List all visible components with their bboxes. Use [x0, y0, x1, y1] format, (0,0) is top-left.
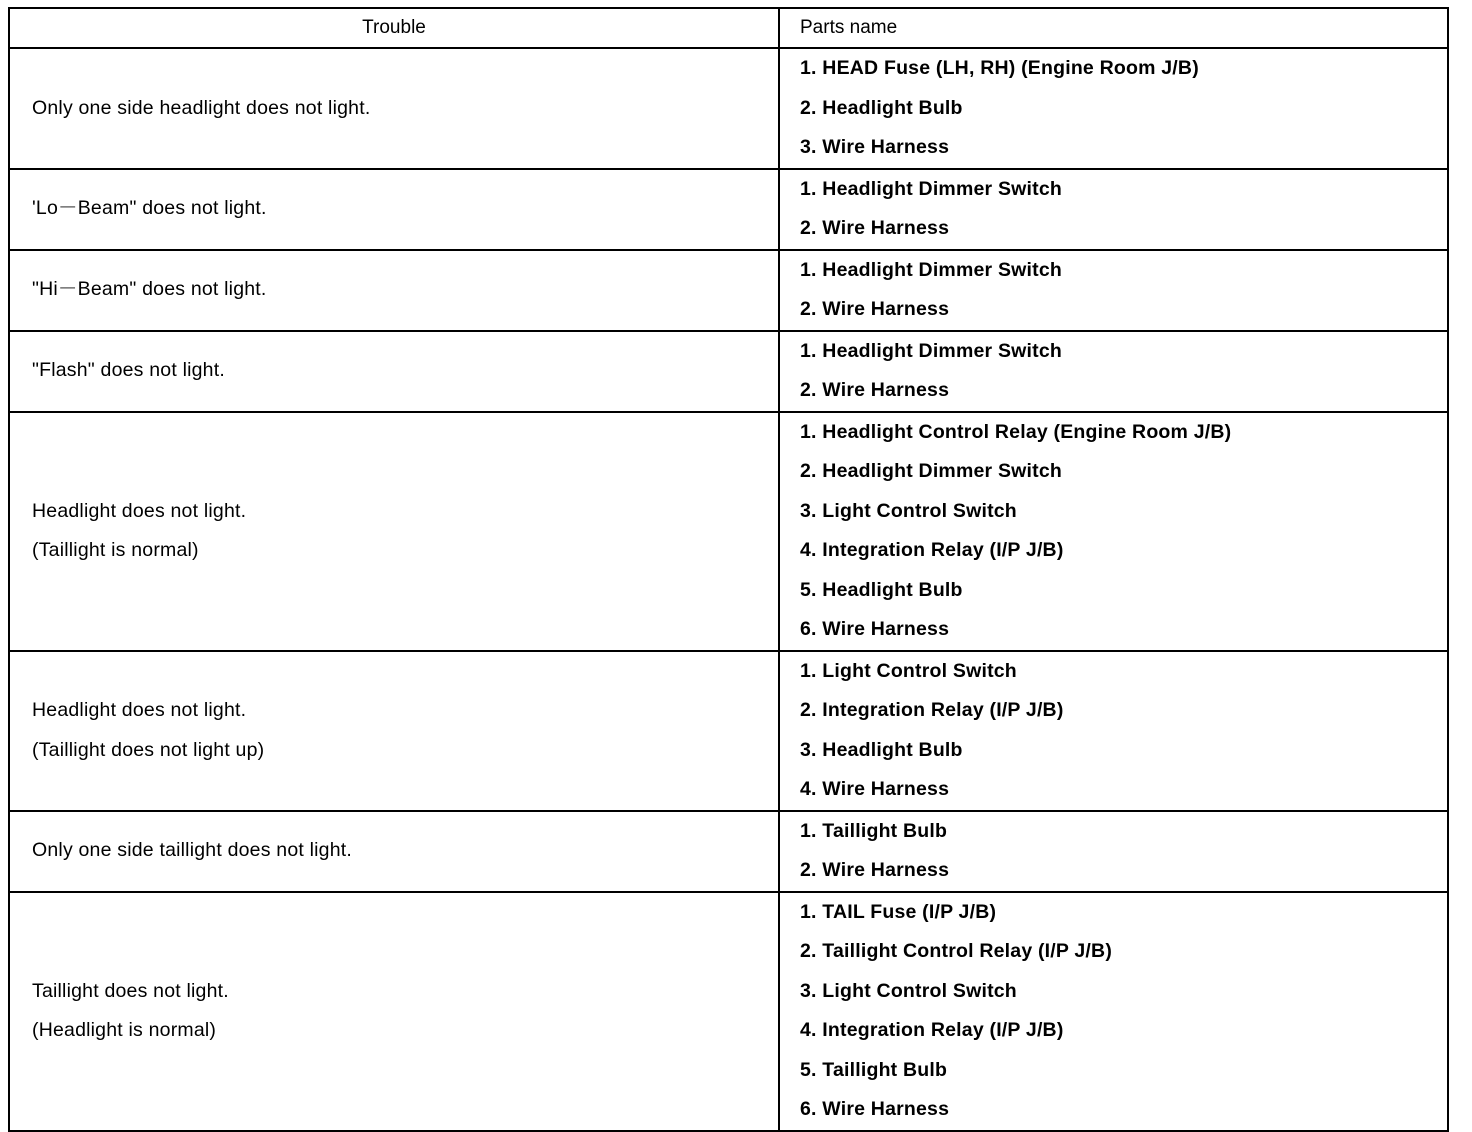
part-item: 2. Wire Harness: [800, 379, 950, 401]
parts-cell: [779, 651, 1448, 811]
trouble-cell: [9, 331, 779, 412]
parts-cell: [779, 412, 1448, 651]
header-row: [9, 8, 1448, 48]
trouble-text: "Hi－Beam" does not light.: [32, 278, 267, 301]
parts-cell: [779, 811, 1448, 892]
part-item: 6. Wire Harness: [800, 1098, 950, 1120]
trouble-text: Taillight does not light.: [32, 979, 229, 1002]
part-item: 3. Headlight Bulb: [800, 738, 963, 761]
part-item: 4. Wire Harness: [800, 778, 950, 800]
part-item: 2. Wire Harness: [800, 859, 950, 881]
part-item: 1. Light Control Switch: [800, 659, 1017, 682]
part-item: 5. Headlight Bulb: [800, 578, 963, 601]
parts-cell: [779, 331, 1448, 412]
trouble-text: 'Lo－Beam" does not light.: [32, 197, 267, 220]
table-row: [9, 250, 1448, 331]
trouble-text: (Headlight is normal): [32, 1019, 217, 1041]
table-row: [9, 651, 1448, 811]
part-item: 2. Headlight Bulb: [800, 96, 963, 119]
trouble-text: (Taillight is normal): [32, 539, 199, 561]
part-item: 1. Headlight Dimmer Switch: [800, 339, 1063, 362]
table-row: [9, 892, 1448, 1131]
part-item: 3. Light Control Switch: [800, 499, 1017, 522]
troubleshooting-table: [8, 7, 1449, 1132]
part-item: 1. Taillight Bulb: [800, 819, 948, 842]
parts-name-column-header: Parts name: [779, 8, 1448, 48]
table-row: [9, 811, 1448, 892]
trouble-text: (Taillight does not light up): [32, 738, 265, 761]
trouble-cell: [9, 48, 779, 169]
part-item: 3. Wire Harness: [800, 136, 950, 158]
part-item: 4. Integration Relay (I/P J/B): [800, 1019, 1064, 1041]
table-row: [9, 412, 1448, 651]
parts-cell: [779, 48, 1448, 169]
trouble-column-header: Trouble: [9, 8, 779, 48]
trouble-cell: [9, 412, 779, 651]
part-item: 2. Wire Harness: [800, 298, 950, 320]
part-item: 2. Wire Harness: [800, 217, 950, 239]
part-item: 6. Wire Harness: [800, 618, 950, 640]
trouble-cell: [9, 250, 779, 331]
trouble-cell: [9, 892, 779, 1131]
trouble-cell: [9, 651, 779, 811]
part-item: 1. TAIL Fuse (I/P J/B): [800, 900, 997, 923]
trouble-cell: [9, 811, 779, 892]
part-item: 2. Integration Relay (I/P J/B): [800, 699, 1064, 721]
parts-cell: [779, 169, 1448, 250]
part-item: 1. HEAD Fuse (LH, RH) (Engine Room J/B): [800, 57, 1199, 79]
trouble-text: "Flash" does not light.: [32, 359, 225, 382]
table-body: [9, 48, 1448, 1131]
part-item: 1. Headlight Control Relay (Engine Room J/B): [800, 420, 1232, 443]
parts-cell: [779, 250, 1448, 331]
table-row: [9, 169, 1448, 250]
trouble-cell: [9, 169, 779, 250]
trouble-text: Only one side taillight does not light.: [32, 839, 352, 862]
trouble-text: Headlight does not light.: [32, 499, 247, 522]
table-row: [9, 331, 1448, 412]
trouble-text: Only one side headlight does not light.: [32, 96, 371, 119]
part-item: 1. Headlight Dimmer Switch: [800, 258, 1063, 281]
part-item: 1. Headlight Dimmer Switch: [800, 177, 1063, 200]
part-item: 2. Headlight Dimmer Switch: [800, 460, 1063, 482]
trouble-text: Headlight does not light.: [32, 699, 247, 721]
table-row: [9, 48, 1448, 169]
parts-cell: [779, 892, 1448, 1131]
part-item: 4. Integration Relay (I/P J/B): [800, 539, 1064, 561]
part-item: 2. Taillight Control Relay (I/P J/B): [800, 940, 1113, 962]
part-item: 3. Light Control Switch: [800, 979, 1017, 1002]
part-item: 5. Taillight Bulb: [800, 1058, 948, 1081]
